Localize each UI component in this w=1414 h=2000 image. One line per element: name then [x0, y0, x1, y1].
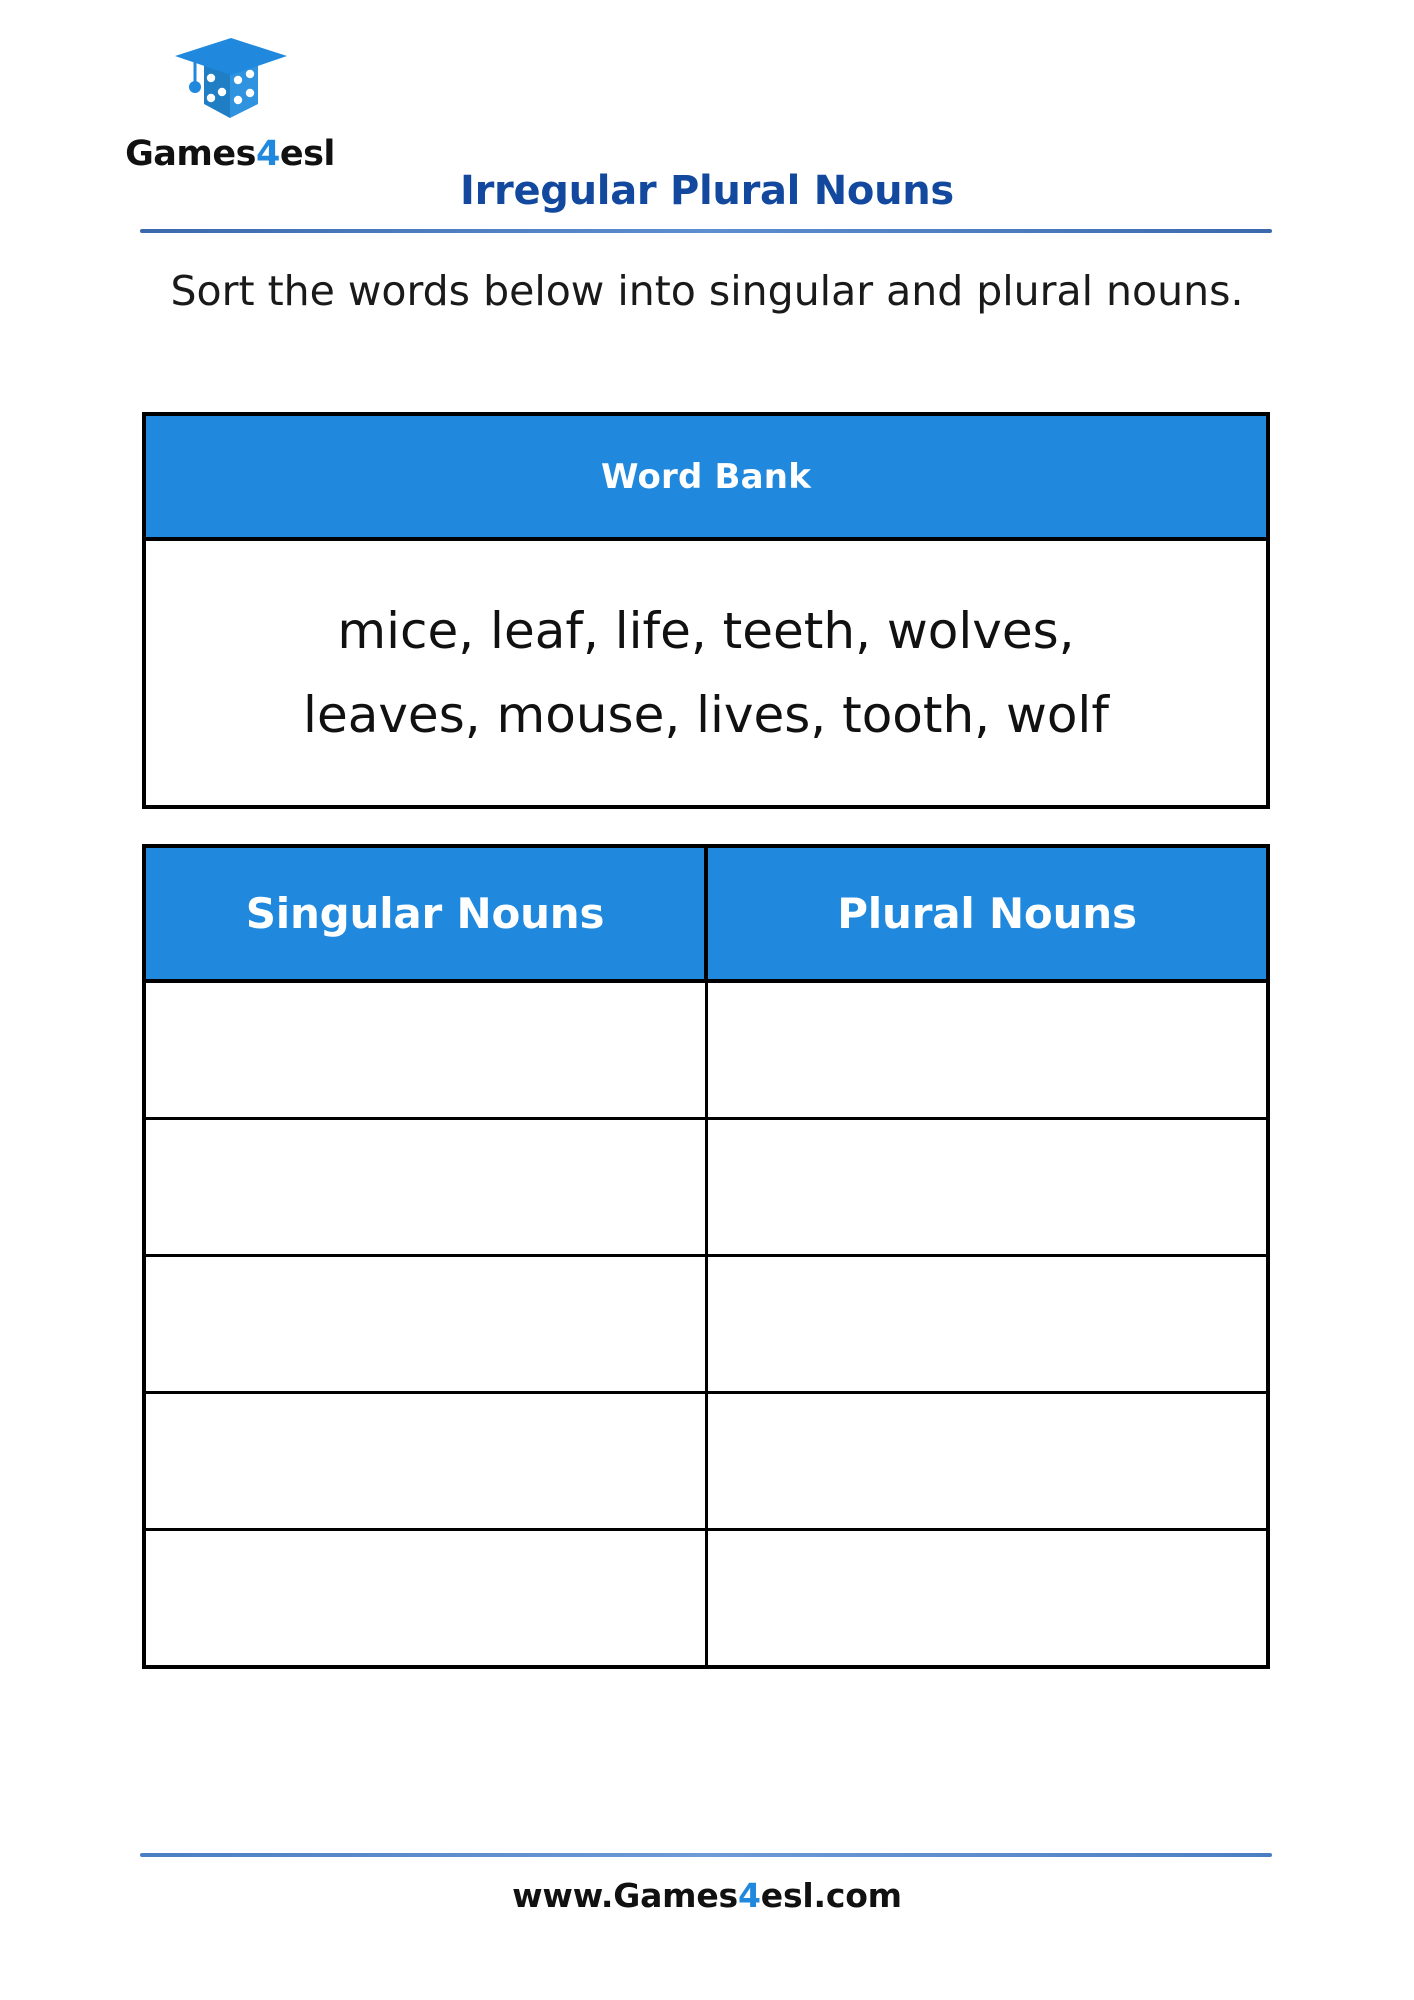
brand-wordmark-accent: 4	[255, 134, 280, 174]
answer-cell-singular[interactable]	[146, 1394, 708, 1528]
brand-wordmark-part2: esl	[279, 134, 335, 174]
table-row	[146, 983, 1266, 1120]
footer-url-part1: www.Games	[512, 1876, 738, 1915]
page-title: Irregular Plural Nouns	[460, 168, 954, 214]
table-row	[146, 1120, 1266, 1257]
answer-cell-singular[interactable]	[146, 1120, 708, 1254]
sorting-table	[142, 844, 1270, 1669]
worksheet-instructions: Sort the words below into singular and plural nouns.	[170, 267, 1244, 315]
word-bank-content	[146, 541, 1266, 805]
column-header-plural: Plural Nouns	[837, 889, 1137, 938]
answer-cell-singular[interactable]	[146, 983, 708, 1117]
footer-url-accent: 4	[738, 1876, 761, 1915]
brand-logo	[100, 30, 360, 172]
footer-url-part2: esl.com	[760, 1876, 902, 1915]
sorting-table-header-row	[146, 848, 1266, 983]
answer-cell-plural[interactable]	[708, 1257, 1267, 1391]
word-bank-line: mice, leaf, life, teeth, wolves,	[337, 602, 1075, 660]
word-bank-heading: Word Bank	[146, 416, 1266, 541]
answer-cell-plural[interactable]	[708, 1531, 1267, 1665]
footer-divider	[140, 1853, 1272, 1857]
title-divider	[140, 229, 1272, 233]
footer-url	[0, 1876, 1414, 1915]
answer-cell-plural[interactable]	[708, 1394, 1267, 1528]
table-row	[146, 1394, 1266, 1531]
graduation-cap-dice-logo-icon	[170, 30, 290, 135]
brand-wordmark-part1: Games	[125, 134, 256, 174]
word-bank-box	[142, 412, 1270, 809]
answer-cell-singular[interactable]	[146, 1531, 708, 1665]
brand-wordmark	[100, 134, 360, 174]
table-row	[146, 1257, 1266, 1394]
word-bank-line: leaves, mouse, lives, tooth, wolf	[303, 686, 1109, 744]
column-header-singular: Singular Nouns	[146, 848, 708, 979]
answer-cell-plural[interactable]	[708, 1120, 1267, 1254]
answer-cell-plural[interactable]	[708, 983, 1267, 1117]
answer-cell-singular[interactable]	[146, 1257, 708, 1391]
table-row	[146, 1531, 1266, 1665]
